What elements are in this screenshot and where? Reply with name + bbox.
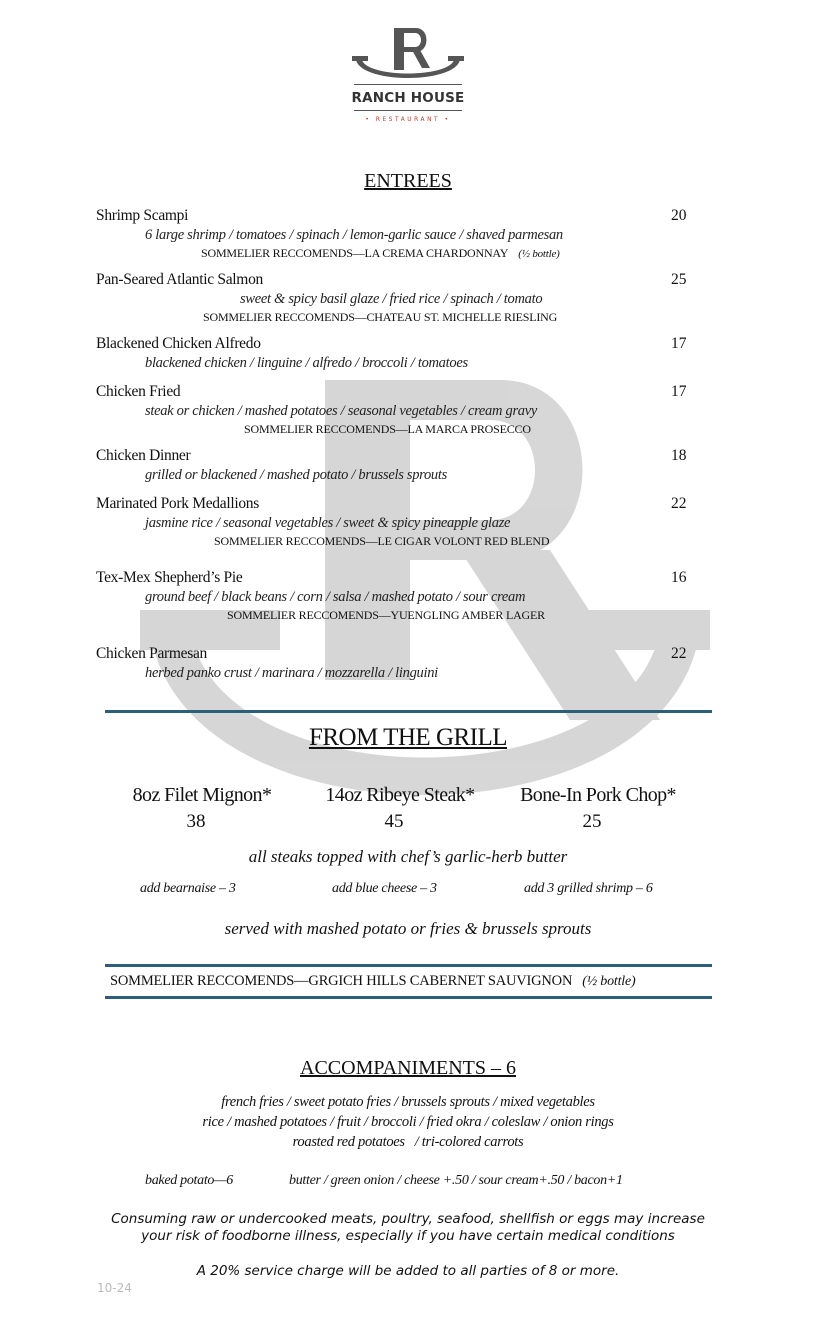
menu-code: 10-24 [97, 1281, 132, 1295]
entree-price: 22 [671, 495, 687, 512]
accompaniments-line: rice / mashed potatoes / fruit / broccoli / fried okra / coleslaw / onion rings [202, 1114, 614, 1130]
entree-name: Chicken Parmesan [96, 645, 207, 662]
entree-name: Blackened Chicken Alfredo [96, 335, 261, 352]
grill-sommelier-recommendation [110, 973, 635, 990]
sommelier-recommendation: SOMMELIER RECCOMENDS—LE CIGAR VOLONT RED BLEND [214, 534, 550, 548]
steak-name: Bone-In Pork Chop* [520, 784, 676, 806]
butter-note: all steaks topped with chef’s garlic-herb butter [248, 847, 568, 866]
service-charge-note: A 20% service charge will be added to all parties of 8 or more. [196, 1263, 620, 1279]
accompaniments-line: roasted red potatoes / tri-colored carrots [292, 1134, 524, 1150]
entree-name: Tex-Mex Shepherd’s Pie [96, 569, 243, 586]
entree-description: ground beef / black beans / corn / salsa / mashed potato / sour cream [145, 589, 526, 605]
entree-price: 18 [671, 447, 687, 464]
steak-name: 8oz Filet Mignon* [132, 784, 272, 806]
accompaniments-title: ACCOMPANIMENTS – 6 [300, 1057, 516, 1079]
entree-price: 22 [671, 645, 687, 662]
entree-name: Shrimp Scampi [96, 207, 189, 224]
sommelier-recommendation: SOMMELIER RECCOMENDS—LA MARCA PROSECCO [244, 422, 531, 436]
entree-price: 17 [671, 335, 687, 352]
entree-price: 25 [671, 271, 687, 288]
section-divider [105, 964, 712, 967]
restaurant-logo [350, 22, 466, 132]
entree-description: grilled or blackened / mashed potato / brussels sprouts [145, 467, 447, 483]
section-divider [105, 710, 712, 713]
r-horseshoe-icon [350, 22, 466, 84]
entree-description: sweet & spicy basil glaze / fried rice / spinach / tomato [240, 291, 543, 307]
served-with-note: served with mashed potato or fries & brussels sprouts [224, 919, 592, 938]
sommelier-recommendation: SOMMELIER RECCOMENDS—CHATEAU ST. MICHELLE RIESLING [203, 310, 558, 324]
steak-price: 25 [582, 811, 602, 832]
steak-name: 14oz Ribeye Steak* [325, 784, 475, 806]
entree-description: blackened chicken / linguine / alfredo / broccoli / tomatoes [145, 355, 468, 371]
somm-text: SOMMELIER RECCOMENDS—LA CREMA CHARDONNAY [201, 246, 509, 260]
raw-food-warning-line2: your risk of foodborne illness, especially if you have certain medical conditions [141, 1228, 675, 1244]
somm-note: (½ bottle) [582, 974, 636, 989]
addon-shrimp: add 3 grilled shrimp – 6 [524, 881, 653, 896]
steak-price: 38 [186, 811, 206, 832]
sommelier-recommendation [201, 246, 560, 261]
restaurant-subtitle: • RESTAURANT • [365, 117, 451, 123]
grill-title: FROM THE GRILL [308, 724, 508, 751]
steak-price: 45 [384, 811, 404, 832]
entree-description: 6 large shrimp / tomatoes / spinach / lemon-garlic sauce / shaved parmesan [145, 227, 563, 243]
somm-text: SOMMELIER RECCOMENDS—GRGICH HILLS CABERNET SAUVIGNON [110, 973, 573, 989]
entree-description: jasmine rice / seasonal vegetables / sweet & spicy pineapple glaze [145, 515, 511, 531]
section-divider [105, 996, 712, 999]
restaurant-name: RANCH HOUSE [351, 90, 465, 106]
addon-bearnaise: add bearnaise – 3 [140, 881, 236, 896]
somm-note: (½ bottle) [518, 248, 560, 260]
baked-potato-toppings: butter / green onion / cheese +.50 / sour cream+.50 / bacon+1 [289, 1173, 623, 1188]
sommelier-recommendation: SOMMELIER RECCOMENDS—YUENGLING AMBER LAGER [227, 608, 545, 622]
entree-price: 16 [671, 569, 687, 586]
entrees-title: ENTREES [364, 170, 452, 192]
entree-name: Chicken Fried [96, 383, 181, 400]
entree-name: Marinated Pork Medallions [96, 495, 259, 512]
addon-blue-cheese: add blue cheese – 3 [332, 881, 437, 896]
entree-description: steak or chicken / mashed potatoes / seasonal vegetables / cream gravy [145, 403, 538, 419]
logo-bottom-rule [354, 110, 462, 111]
entree-name: Chicken Dinner [96, 447, 191, 464]
logo-top-rule [354, 84, 462, 85]
accompaniments-line: french fries / sweet potato fries / brussels sprouts / mixed vegetables [221, 1094, 595, 1110]
entree-name: Pan-Seared Atlantic Salmon [96, 271, 263, 288]
entree-price: 17 [671, 383, 687, 400]
entree-price: 20 [671, 207, 687, 224]
entree-description: herbed panko crust / marinara / mozzarella / linguini [145, 665, 438, 681]
raw-food-warning-line1: Consuming raw or undercooked meats, poultry, seafood, shellfish or eggs may increase [111, 1211, 705, 1227]
baked-potato: baked potato—6 [145, 1173, 233, 1188]
